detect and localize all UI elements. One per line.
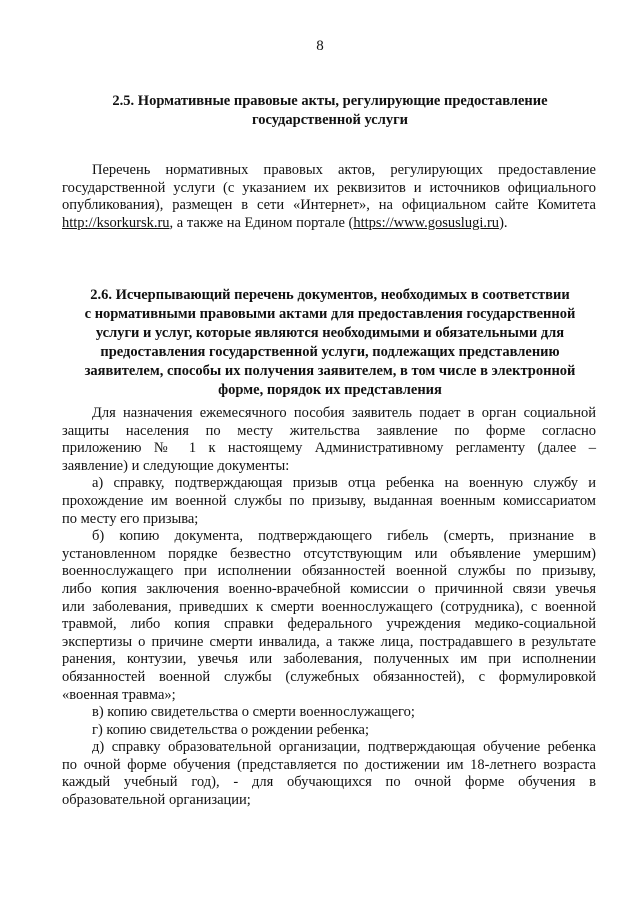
list-item-b-line: б) копию документа, подтверждающего гибель (смерть, признание в (92, 528, 596, 545)
list-item-g-line: г) копию свидетельства о рождении ребенка; (92, 721, 370, 738)
ksorkursk-link[interactable]: http://ksorkursk.ru (62, 214, 170, 231)
list-item-v-line: в) копию свидетельства о смерти военнослужащего; (92, 704, 415, 721)
list-item-a-line: по месту его призыва; (62, 510, 199, 527)
section-2-5-paragraph (62, 162, 596, 232)
list-item-b-line: травмой, либо копия справки федерального учреждения медико-социальной (62, 616, 596, 633)
list-item-b-line: ранения, контузии, увечья или заболевания, полученных им при исполнении (62, 651, 596, 668)
list-item-a-line: а) справку, подтверждающая призыв отца ребенка на военную службу и (92, 475, 596, 492)
paragraph-line: Для назначения ежемесячного пособия заявитель подает в орган социальной (92, 405, 596, 421)
list-item-d-line: д) справку образовательной организации, подтверждающая обучение ребенка (92, 739, 596, 756)
list-item-d-line: каждый учебный год), - для обучающихся по очной форме обучения в (62, 774, 596, 791)
list-item-b-line: или заболевания, приведших к смерти военнослужащего (сотрудника), с военной (62, 598, 596, 615)
section-2-6-body (62, 405, 596, 810)
list-item-a-line: прохождение им военной службы по призыву, выданная военным комиссариатом (62, 492, 596, 509)
paragraph-line: заявление) и следующие документы: (62, 457, 290, 474)
paragraph-line: опубликования), размещен в сети «Интернет», на официальном сайте Комитета (62, 197, 596, 214)
list-item-b-line: установленном порядке безвестно отсутствующим или объявление умершим) (62, 545, 596, 562)
section-2-5-heading (60, 92, 600, 130)
heading-line: государственной услуги (251, 112, 409, 128)
list-item-b-line: «военная травма»; (62, 686, 176, 703)
link-end-text: ). (499, 214, 508, 231)
heading-line: 2.5. Нормативные правовые акты, регулирующие предоставление (112, 93, 548, 109)
paragraph-line: приложению № 1 к настоящему Административному регламенту (далее – (62, 440, 596, 457)
heading-line: с нормативными правовыми актами для предоставления государственной (84, 306, 576, 322)
list-item-d-line: образовательной организации; (62, 792, 251, 809)
gosuslugi-link[interactable]: https://www.gosuslugi.ru (353, 214, 500, 231)
link-separator-text: , а также на Едином портале ( (169, 214, 354, 231)
heading-line: заявителем, способы их получения заявителем, в том числе в электронной (84, 363, 576, 379)
paragraph-line: защиты населения по месту жительства заявление по форме согласно (62, 422, 596, 439)
heading-line: форме, порядок их представления (218, 382, 442, 398)
section-2-6-heading (40, 286, 620, 400)
list-item-b-line: либо копия заключения военно-врачебной комиссии о причинной связи увечья (62, 580, 596, 597)
list-item-b-line: военнослужащего при исполнении обязанностей военной службы по призыву, (62, 563, 596, 580)
paragraph-line: государственной услуги (с указанием их реквизитов и источников официального (62, 179, 596, 196)
heading-line: предоставления государственной услуги, подлежащих представлению (100, 344, 560, 360)
list-item-b-line: обязанностей военной службы (служебных обязанностей), с формулировкой (62, 668, 596, 685)
heading-line: 2.6. Исчерпывающий перечень документов, необходимых в соответствии (90, 287, 570, 303)
paragraph-line: Перечень нормативных правовых актов, регулирующих предоставление (92, 162, 596, 178)
page-number: 8 (316, 38, 324, 54)
heading-line: услуги и услуг, которые являются необходимыми и обязательными для (95, 325, 565, 341)
list-item-d-line: по очной форме обучения (представляется по достижении им 18-летнего возраста (62, 756, 596, 773)
list-item-b-line: экспертизы о причине смерти инвалида, а также лица, пострадавшего в результате (62, 633, 596, 650)
paragraph-line (62, 215, 596, 233)
